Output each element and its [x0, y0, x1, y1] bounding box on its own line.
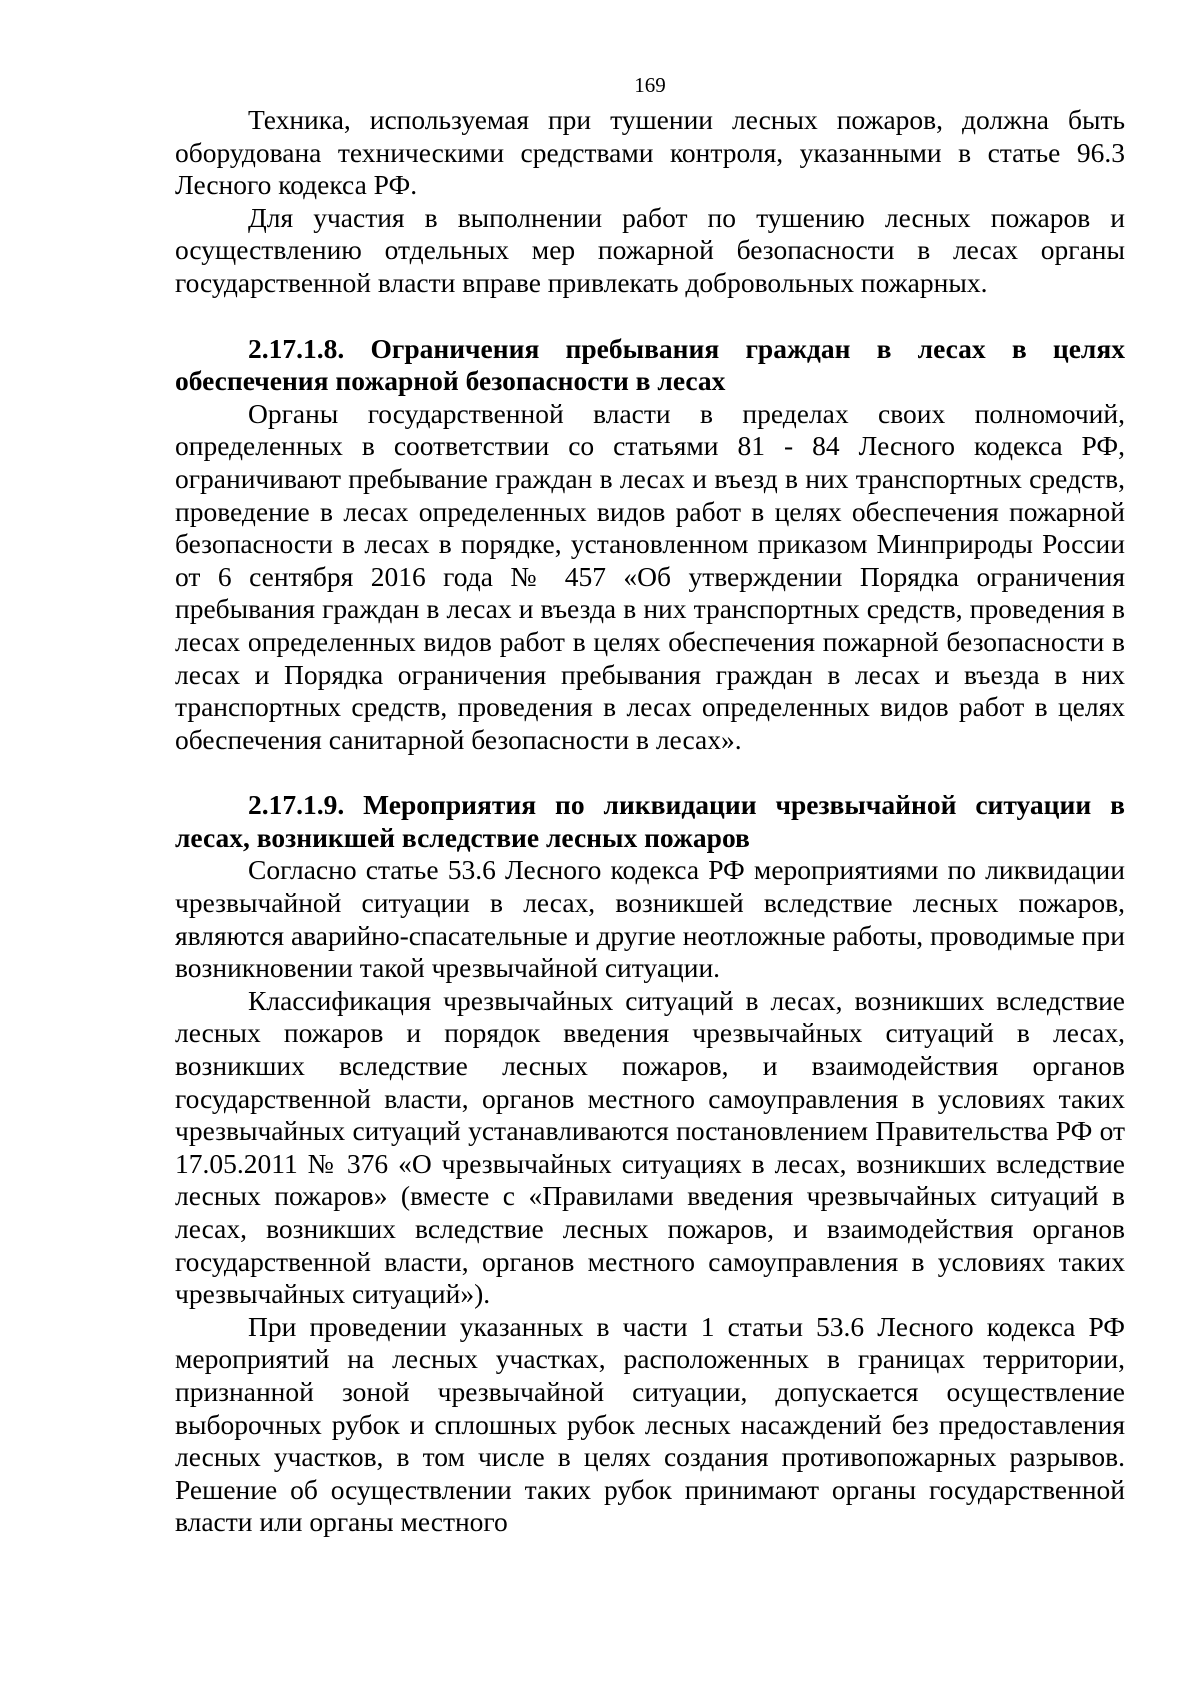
paragraph: Органы государственной власти в пределах своих полномочий, определенных в соответствии со статьями 81 - 84 Лесного кодекса РФ, ограничивают пребывание граждан в лесах и въезд в них транспортных средств, проведение в лесах определенных видов работ в целях обеспечения пожарной безопасности в лесах в порядке, установленном приказом Минприроды России от 6 сентября 2016 года № 457 «Об утверждении Порядка ограничения пребывания граждан в лесах и въезда в них транспортных средств, проведения в лесах определенных видов работ в целях обеспечения пожарной безопасности в лесах и Порядка ограничения пребывания граждан в лесах и въезда в них транспортных средств, проведения в лесах определенных видов работ в целях обеспечения санитарной безопасности в лесах».: [175, 397, 1125, 755]
section-gap: [175, 300, 1125, 333]
paragraph: Для участия в выполнении работ по тушению лесных пожаров и осуществлению отдельных мер пожарной безопасности в лесах органы государственной власти вправе привлекать добровольных пожарных.: [175, 201, 1125, 298]
paragraph: Согласно статье 53.6 Лесного кодекса РФ мероприятиями по ликвидации чрезвычайной ситуации в лесах, возникшей вследствие лесных пожаров, являются аварийно-спасательные и другие неотложные работы, проводимые при возникновении такой чрезвычайной ситуации.: [175, 854, 1125, 984]
paragraph: Классификация чрезвычайных ситуаций в лесах, возникших вследствие лесных пожаров и порядок введения чрезвычайных ситуаций в лесах, возникших вследствие лесных пожаров, и взаимодействия органов государственной власти, органов местного самоуправления в условиях таких чрезвычайных ситуаций устанавливаются постановлением Правительства РФ от 17.05.2011 № 376 «О чрезвычайных ситуациях в лесах, возникших вследствие лесных пожаров» (вместе с «Правилами введения чрезвычайных ситуаций в лесах, возникших вследствие лесных пожаров, и взаимодействия органов государственной власти, органов местного самоуправления в условиях таких чрезвычайных ситуаций»).: [175, 984, 1125, 1310]
paragraph: При проведении указанных в части 1 статьи 53.6 Лесного кодекса РФ мероприятий на лесных участках, расположенных в границах территории, признанной зоной чрезвычайной ситуации, допускается осуществление выборочных рубок и сплошных рубок лесных насаждений без предоставления лесных участков, в том числе в целях создания противопожарных разрывов. Решение об осуществлении таких рубок принимают органы государственной власти или органы местного: [175, 1310, 1125, 1538]
document-page: [175, 70, 1125, 1539]
page-number: 169: [634, 73, 666, 97]
section-heading: 2.17.1.8. Ограничения пребывания граждан в лесах в целях обеспечения пожарной безопасности в лесах: [175, 332, 1125, 397]
paragraph: Техника, используемая при тушении лесных пожаров, должна быть оборудована техническими средствами контроля, указанными в статье 96.3 Лесного кодекса РФ.: [175, 104, 1125, 201]
section-gap: [175, 756, 1125, 789]
section-heading: 2.17.1.9. Мероприятия по ликвидации чрезвычайной ситуации в лесах, возникшей вследствие лесных пожаров: [175, 789, 1125, 853]
